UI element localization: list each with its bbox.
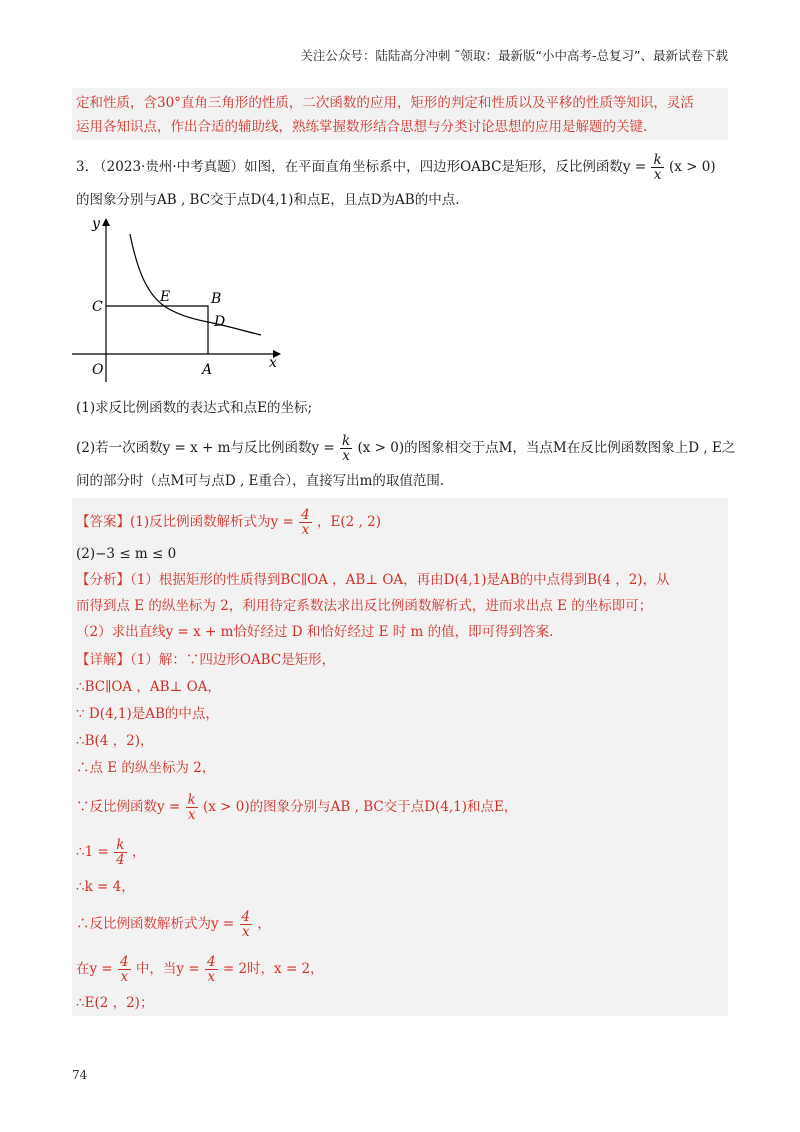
question-part-1: (1)求反比例函数的表达式和点E的坐标; [76, 400, 313, 416]
fraction-4-over-x: $\frac{4}{x}$ [301, 507, 310, 538]
question-part-2-line-2: 间的部分时（点M可与点D , E重合），直接写出m的取值范围. [76, 473, 445, 489]
y-axis-arrow [102, 218, 110, 226]
detail-line-5: ∴点 E 的纵坐标为 2， [76, 760, 216, 776]
detail-line-11: ∴E(2 ，2)； [76, 995, 154, 1011]
detail-line-8: ∴k = 4， [76, 879, 135, 895]
coordinate-figure [68, 214, 298, 384]
label-B: B [211, 291, 222, 307]
detail-line-9: ∴反比例函数解析式为y = $\frac{4}{x}$ ， [76, 909, 271, 940]
detail-line-7: ∴1 = $\frac{k}{4}$ ， [76, 837, 146, 868]
part2-text: (2)若一次函数y = x + m与反比例函数y = [76, 440, 335, 456]
fraction-k-over-x: $\frac{k}{x}$ [653, 152, 662, 183]
label-C: C [92, 299, 103, 315]
answer-line-1: 【答案】(1)反比例函数解析式为y = $\frac{4}{x}$ ，E(2 , 2) [76, 507, 381, 538]
page-number: 74 [72, 1068, 88, 1082]
question-line-2: 的图象分别与AB , BC交于点D(4,1)和点E，且点D为AB的中点. [76, 192, 460, 208]
domain-condition: (x > 0) [668, 159, 716, 175]
detail-line-2: ∴BC∥OA ，AB⊥ OA， [76, 679, 221, 695]
fraction-k-over-x-2: $\frac{k}{x}$ [341, 433, 351, 464]
analysis-line-1: 【分析】（1）根据矩形的性质得到BC∥OA ，AB⊥ OA，再由D(4,1)是AB的中点得到B(4 ，2)，从 [76, 572, 670, 588]
label-D: D [214, 314, 226, 330]
detail-line-6: ∵反比例函数y = $\frac{k}{x}$ (x > 0)的图象分别与AB , BC交于点D(4,1)和点E， [76, 792, 518, 823]
question-part-2 [76, 434, 735, 463]
part2-condition: (x > 0)的图象相交于点M，当点M在反比例函数图象上D , E之 [357, 440, 736, 456]
label-A: A [202, 362, 213, 378]
intro-line-2: 运用各知识点，作出合适的辅助线，熟练掌握数形结合思想与分类讨论思想的应用是解题的关键. [76, 119, 648, 135]
answer-line-2: (2)−3 ≤ m ≤ 0 [76, 546, 177, 562]
intro-line-1: 定和性质，含30°直角三角形的性质，二次函数的应用，矩形的判定和性质以及平移的性质等知识，灵活 [76, 95, 694, 111]
detail-line-10: 在y = $\frac{4}{x}$ 中，当y = $\frac{4}{x}$ = 2时，x = 2， [76, 954, 324, 985]
detail-line-3: ∵ D(4,1)是AB的中点， [76, 706, 219, 722]
rectangle-oabc [106, 306, 208, 354]
detail-line-4: ∴B(4 ，2)， [76, 733, 154, 749]
page-header: 关注公众号：陆陆高分冲刺 ˜领取：最新版“小中高考-总复习”、最新试卷下载 [300, 48, 728, 63]
label-x: x [269, 355, 277, 371]
label-O: O [92, 362, 104, 378]
hyperbola-curve [130, 234, 261, 335]
detail-line-1: 【详解】（1）解：∵四边形OABC是矩形， [76, 652, 336, 668]
question-line-1 [76, 153, 716, 182]
label-E: E [160, 289, 171, 305]
analysis-line-3: （2）求出直线y = x + m恰好经过 D 和恰好经过 E 时 m 的值，即可得到答案. [76, 624, 554, 640]
label-y: y [92, 216, 100, 232]
question-text: 3. （2023·贵州·中考真题）如图，在平面直角坐标系中，四边形OABC是矩形，反比例函数y = [76, 159, 647, 175]
analysis-line-2: 而得到点 E 的纵坐标为 2，利用待定系数法求出反比例函数解析式，进而求出点 E 的坐标即可； [76, 598, 653, 614]
